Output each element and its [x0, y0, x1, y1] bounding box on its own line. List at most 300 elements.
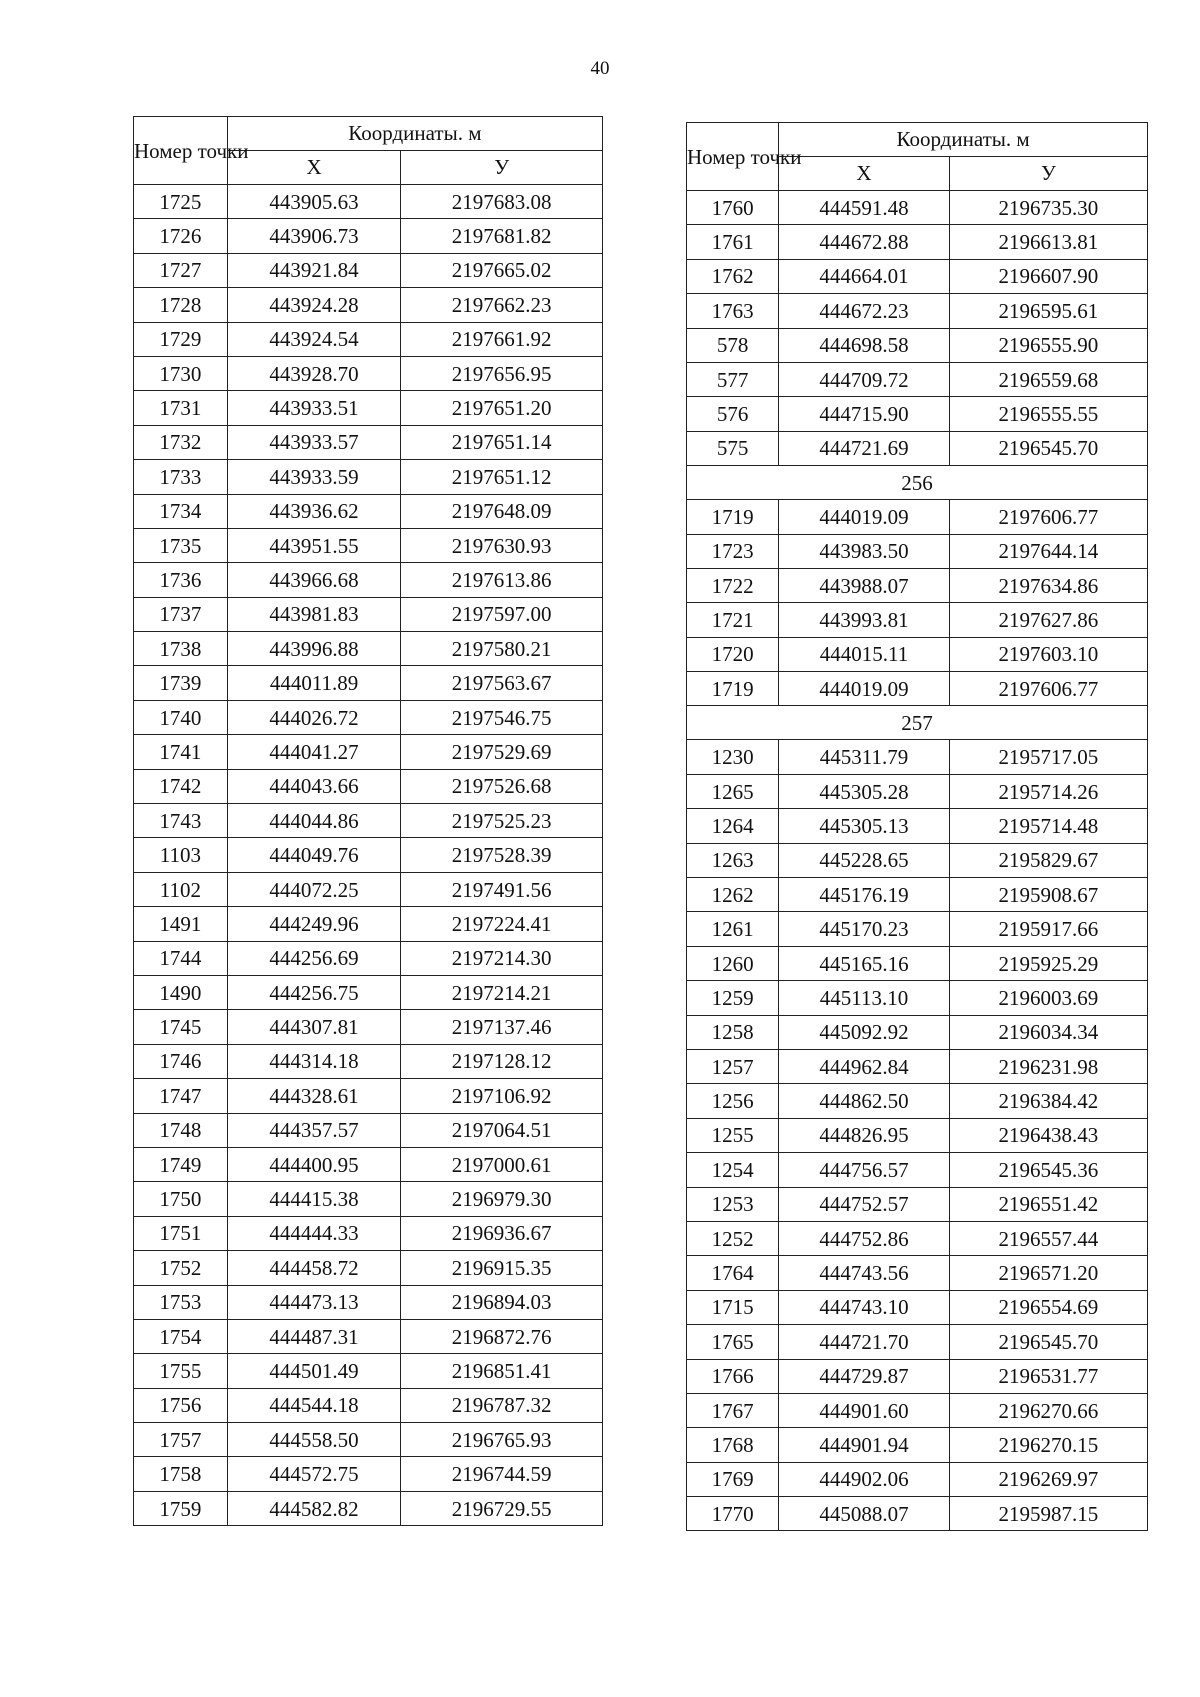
y-coordinate-cell: 2196555.55: [949, 397, 1147, 431]
table-row: [134, 1285, 603, 1319]
point-number-cell: 1767: [687, 1393, 779, 1427]
table-row: [687, 809, 1148, 843]
section-row: [687, 466, 1148, 500]
table-row: [134, 356, 603, 390]
point-number-cell: 1731: [134, 391, 228, 425]
y-coordinate-cell: 2195917.66: [949, 912, 1147, 946]
point-number-cell: 1763: [687, 294, 779, 328]
x-coordinate-cell: 443983.50: [779, 534, 950, 568]
y-coordinate-cell: 2197656.95: [401, 356, 603, 390]
point-number-cell: 1723: [687, 534, 779, 568]
table-row: [134, 1388, 603, 1422]
table-row: [687, 397, 1148, 431]
y-coordinate-cell: 2196979.30: [401, 1182, 603, 1216]
x-coordinate-cell: 444721.69: [779, 431, 950, 465]
point-number-cell: 1719: [687, 500, 779, 534]
table-row: [134, 700, 603, 734]
point-number-cell: 1734: [134, 494, 228, 528]
y-coordinate-cell: 2196557.44: [949, 1221, 1147, 1255]
point-number-cell: 576: [687, 397, 779, 431]
table-row: [687, 981, 1148, 1015]
y-coordinate-cell: 2196595.61: [949, 294, 1147, 328]
y-coordinate-cell: 2196531.77: [949, 1359, 1147, 1393]
x-coordinate-cell: 443921.84: [227, 253, 401, 287]
y-coordinate-cell: 2196571.20: [949, 1256, 1147, 1290]
point-number-cell: 1721: [687, 603, 779, 637]
x-coordinate-cell: 444019.09: [779, 500, 950, 534]
x-coordinate-cell: 443924.28: [227, 288, 401, 322]
table-row: [687, 259, 1148, 293]
table-row: [687, 672, 1148, 706]
y-coordinate-cell: 2195908.67: [949, 878, 1147, 912]
point-number-cell: 1752: [134, 1251, 228, 1285]
x-coordinate-cell: 444901.94: [779, 1428, 950, 1462]
x-coordinate-cell: 445088.07: [779, 1497, 950, 1531]
table-row: [134, 391, 603, 425]
table-row: [687, 1221, 1148, 1255]
point-number-cell: 1257: [687, 1049, 779, 1083]
y-coordinate-cell: 2195717.05: [949, 740, 1147, 774]
point-number-cell: 1745: [134, 1010, 228, 1044]
point-number-cell: 1740: [134, 700, 228, 734]
y-coordinate-cell: 2197525.23: [401, 804, 603, 838]
table-row: [687, 843, 1148, 877]
point-number-cell: 1102: [134, 872, 228, 906]
table-row: [134, 975, 603, 1009]
header-y: У: [401, 151, 603, 185]
table-row: [134, 735, 603, 769]
x-coordinate-cell: 444400.95: [227, 1147, 401, 1181]
point-number-cell: 578: [687, 328, 779, 362]
point-number-cell: 1756: [134, 1388, 228, 1422]
page-number: 40: [590, 58, 610, 79]
x-coordinate-cell: 444444.33: [227, 1216, 401, 1250]
point-number-cell: 1259: [687, 981, 779, 1015]
point-number-cell: 1738: [134, 632, 228, 666]
table-row: [687, 603, 1148, 637]
point-number-cell: 1735: [134, 528, 228, 562]
y-coordinate-cell: 2197128.12: [401, 1044, 603, 1078]
x-coordinate-cell: 444729.87: [779, 1359, 950, 1393]
x-coordinate-cell: 444826.95: [779, 1118, 950, 1152]
point-number-cell: 1760: [687, 191, 779, 225]
y-coordinate-cell: 2197580.21: [401, 632, 603, 666]
point-number-cell: 1765: [687, 1325, 779, 1359]
y-coordinate-cell: 2195714.26: [949, 774, 1147, 808]
point-number-cell: 1727: [134, 253, 228, 287]
table-row: [134, 666, 603, 700]
point-number-cell: 1261: [687, 912, 779, 946]
header-point-number: Номер точки: [687, 123, 779, 191]
header-y: У: [949, 157, 1147, 191]
table-row: [134, 1216, 603, 1250]
point-number-cell: 1726: [134, 219, 228, 253]
y-coordinate-cell: 2197644.14: [949, 534, 1147, 568]
table-row: [134, 1113, 603, 1147]
table-row: [134, 1491, 603, 1525]
x-coordinate-cell: 445305.13: [779, 809, 950, 843]
x-coordinate-cell: 444672.88: [779, 225, 950, 259]
y-coordinate-cell: 2196554.69: [949, 1290, 1147, 1324]
table-row: [687, 1118, 1148, 1152]
x-coordinate-cell: 444256.69: [227, 941, 401, 975]
x-coordinate-cell: 444026.72: [227, 700, 401, 734]
y-coordinate-cell: 2197651.20: [401, 391, 603, 425]
point-number-cell: 1732: [134, 425, 228, 459]
point-number-cell: 1737: [134, 597, 228, 631]
y-coordinate-cell: 2197606.77: [949, 672, 1147, 706]
table-row: [687, 1015, 1148, 1049]
x-coordinate-cell: 445311.79: [779, 740, 950, 774]
x-coordinate-cell: 444019.09: [779, 672, 950, 706]
point-number-cell: 1256: [687, 1084, 779, 1118]
x-coordinate-cell: 444709.72: [779, 362, 950, 396]
x-coordinate-cell: 443928.70: [227, 356, 401, 390]
y-coordinate-cell: 2196034.34: [949, 1015, 1147, 1049]
y-coordinate-cell: 2197613.86: [401, 563, 603, 597]
point-number-cell: 1728: [134, 288, 228, 322]
point-number-cell: 1762: [687, 259, 779, 293]
y-coordinate-cell: 2197137.46: [401, 1010, 603, 1044]
y-coordinate-cell: 2196607.90: [949, 259, 1147, 293]
table-row: [134, 528, 603, 562]
y-coordinate-cell: 2196787.32: [401, 1388, 603, 1422]
x-coordinate-cell: 444487.31: [227, 1319, 401, 1353]
x-coordinate-cell: 444458.72: [227, 1251, 401, 1285]
table-row: [134, 563, 603, 597]
table-row: [134, 941, 603, 975]
y-coordinate-cell: 2197214.30: [401, 941, 603, 975]
table-row: [134, 1147, 603, 1181]
x-coordinate-cell: 445176.19: [779, 878, 950, 912]
point-number-cell: 1715: [687, 1290, 779, 1324]
table-row: [134, 597, 603, 631]
table-row: [687, 1359, 1148, 1393]
y-coordinate-cell: 2197681.82: [401, 219, 603, 253]
y-coordinate-cell: 2197000.61: [401, 1147, 603, 1181]
table-row: [687, 328, 1148, 362]
point-number-cell: 1741: [134, 735, 228, 769]
point-number-cell: 1749: [134, 1147, 228, 1181]
x-coordinate-cell: 445165.16: [779, 946, 950, 980]
point-number-cell: 1754: [134, 1319, 228, 1353]
x-coordinate-cell: 445228.65: [779, 843, 950, 877]
x-coordinate-cell: 444011.89: [227, 666, 401, 700]
x-coordinate-cell: 444591.48: [779, 191, 950, 225]
point-number-cell: 1759: [134, 1491, 228, 1525]
point-number-cell: 1254: [687, 1153, 779, 1187]
table-row: [134, 494, 603, 528]
y-coordinate-cell: 2195925.29: [949, 946, 1147, 980]
table-row: [687, 1153, 1148, 1187]
table-row: [687, 1393, 1148, 1427]
x-coordinate-cell: 444558.50: [227, 1423, 401, 1457]
x-coordinate-cell: 444249.96: [227, 907, 401, 941]
point-number-cell: 577: [687, 362, 779, 396]
x-coordinate-cell: 444307.81: [227, 1010, 401, 1044]
y-coordinate-cell: 2196729.55: [401, 1491, 603, 1525]
table-row: [687, 740, 1148, 774]
x-coordinate-cell: 445113.10: [779, 981, 950, 1015]
table-row: [687, 431, 1148, 465]
table-row: [134, 322, 603, 356]
table-row: [134, 253, 603, 287]
y-coordinate-cell: 2196545.70: [949, 1325, 1147, 1359]
table-row: [134, 219, 603, 253]
table-row: [134, 907, 603, 941]
y-coordinate-cell: 2196231.98: [949, 1049, 1147, 1083]
coordinates-table-left: [133, 116, 603, 1526]
x-coordinate-cell: 443996.88: [227, 632, 401, 666]
x-coordinate-cell: 443988.07: [779, 568, 950, 602]
header-x: X: [779, 157, 950, 191]
point-number-cell: 1770: [687, 1497, 779, 1531]
table-row: [134, 1251, 603, 1285]
point-number-cell: 1255: [687, 1118, 779, 1152]
point-number-cell: 1230: [687, 740, 779, 774]
x-coordinate-cell: 444072.25: [227, 872, 401, 906]
y-coordinate-cell: 2196003.69: [949, 981, 1147, 1015]
table-row: [687, 1256, 1148, 1290]
point-number-cell: 1719: [687, 672, 779, 706]
x-coordinate-cell: 444715.90: [779, 397, 950, 431]
point-number-cell: 1730: [134, 356, 228, 390]
point-number-cell: 1491: [134, 907, 228, 941]
point-number-cell: 1748: [134, 1113, 228, 1147]
point-number-cell: 1720: [687, 637, 779, 671]
y-coordinate-cell: 2197603.10: [949, 637, 1147, 671]
point-number-cell: 1768: [687, 1428, 779, 1462]
y-coordinate-cell: 2196545.36: [949, 1153, 1147, 1187]
point-number-cell: 1742: [134, 769, 228, 803]
y-coordinate-cell: 2195829.67: [949, 843, 1147, 877]
y-coordinate-cell: 2197106.92: [401, 1079, 603, 1113]
x-coordinate-cell: 443924.54: [227, 322, 401, 356]
y-coordinate-cell: 2196765.93: [401, 1423, 603, 1457]
x-coordinate-cell: 444501.49: [227, 1354, 401, 1388]
point-number-cell: 1490: [134, 975, 228, 1009]
y-coordinate-cell: 2197651.14: [401, 425, 603, 459]
table-row: [134, 1457, 603, 1491]
y-coordinate-cell: 2197627.86: [949, 603, 1147, 637]
x-coordinate-cell: 444664.01: [779, 259, 950, 293]
table-row: [134, 1079, 603, 1113]
table-row: [687, 1428, 1148, 1462]
y-coordinate-cell: 2197648.09: [401, 494, 603, 528]
x-coordinate-cell: 444672.23: [779, 294, 950, 328]
point-number-cell: 1739: [134, 666, 228, 700]
table-row: [687, 946, 1148, 980]
y-coordinate-cell: 2196936.67: [401, 1216, 603, 1250]
point-number-cell: 1757: [134, 1423, 228, 1457]
header-x: X: [227, 151, 401, 185]
point-number-cell: 1733: [134, 460, 228, 494]
y-coordinate-cell: 2197563.67: [401, 666, 603, 700]
x-coordinate-cell: 444756.57: [779, 1153, 950, 1187]
table-row: [134, 1319, 603, 1353]
table-row: [687, 1462, 1148, 1496]
point-number-cell: 1722: [687, 568, 779, 602]
table-row: [134, 425, 603, 459]
point-number-cell: 1769: [687, 1462, 779, 1496]
x-coordinate-cell: 445092.92: [779, 1015, 950, 1049]
x-coordinate-cell: 444357.57: [227, 1113, 401, 1147]
table-row: [687, 191, 1148, 225]
y-coordinate-cell: 2196894.03: [401, 1285, 603, 1319]
x-coordinate-cell: 444752.57: [779, 1187, 950, 1221]
y-coordinate-cell: 2197546.75: [401, 700, 603, 734]
table-row: [687, 294, 1148, 328]
y-coordinate-cell: 2197491.56: [401, 872, 603, 906]
table-row: [134, 1423, 603, 1457]
point-number-cell: 1252: [687, 1221, 779, 1255]
point-number-cell: 1265: [687, 774, 779, 808]
table-row: [687, 912, 1148, 946]
table-row: [687, 1290, 1148, 1324]
point-number-cell: 1103: [134, 838, 228, 872]
table-row: [134, 1354, 603, 1388]
y-coordinate-cell: 2197214.21: [401, 975, 603, 1009]
y-coordinate-cell: 2196744.59: [401, 1457, 603, 1491]
point-number-cell: 1753: [134, 1285, 228, 1319]
y-coordinate-cell: 2196270.66: [949, 1393, 1147, 1427]
x-coordinate-cell: 444041.27: [227, 735, 401, 769]
point-number-cell: 1747: [134, 1079, 228, 1113]
y-coordinate-cell: 2197064.51: [401, 1113, 603, 1147]
x-coordinate-cell: 444698.58: [779, 328, 950, 362]
y-coordinate-cell: 2196438.43: [949, 1118, 1147, 1152]
y-coordinate-cell: 2196270.15: [949, 1428, 1147, 1462]
section-label: 257: [687, 706, 1148, 740]
y-coordinate-cell: 2195714.48: [949, 809, 1147, 843]
table-row: [687, 1497, 1148, 1531]
header-point-number: Номер точки: [134, 117, 228, 185]
point-number-cell: 1758: [134, 1457, 228, 1491]
y-coordinate-cell: 2196915.35: [401, 1251, 603, 1285]
header-coordinates: Координаты. м: [779, 123, 1148, 157]
x-coordinate-cell: 443933.51: [227, 391, 401, 425]
point-number-cell: 1750: [134, 1182, 228, 1216]
point-number-cell: 1260: [687, 946, 779, 980]
x-coordinate-cell: 444256.75: [227, 975, 401, 1009]
y-coordinate-cell: 2196545.70: [949, 431, 1147, 465]
y-coordinate-cell: 2197665.02: [401, 253, 603, 287]
y-coordinate-cell: 2196384.42: [949, 1084, 1147, 1118]
y-coordinate-cell: 2196555.90: [949, 328, 1147, 362]
x-coordinate-cell: 443906.73: [227, 219, 401, 253]
y-coordinate-cell: 2197597.00: [401, 597, 603, 631]
table-row: [134, 1044, 603, 1078]
y-coordinate-cell: 2197529.69: [401, 735, 603, 769]
table-row: [687, 568, 1148, 602]
point-number-cell: 1764: [687, 1256, 779, 1290]
point-number-cell: 1264: [687, 809, 779, 843]
y-coordinate-cell: 2197224.41: [401, 907, 603, 941]
header-coordinates: Координаты. м: [227, 117, 602, 151]
table-row: [687, 534, 1148, 568]
y-coordinate-cell: 2197662.23: [401, 288, 603, 322]
table-row: [687, 1325, 1148, 1359]
table-row: [687, 362, 1148, 396]
x-coordinate-cell: 444582.82: [227, 1491, 401, 1525]
table-row: [687, 500, 1148, 534]
y-coordinate-cell: 2196613.81: [949, 225, 1147, 259]
point-number-cell: 1761: [687, 225, 779, 259]
y-coordinate-cell: 2197634.86: [949, 568, 1147, 602]
table-row: [687, 637, 1148, 671]
x-coordinate-cell: 443933.59: [227, 460, 401, 494]
y-coordinate-cell: 2197651.12: [401, 460, 603, 494]
point-number-cell: 1258: [687, 1015, 779, 1049]
x-coordinate-cell: 444328.61: [227, 1079, 401, 1113]
point-number-cell: 1253: [687, 1187, 779, 1221]
table-row: [134, 872, 603, 906]
y-coordinate-cell: 2197526.68: [401, 769, 603, 803]
table-row: [134, 804, 603, 838]
x-coordinate-cell: 443951.55: [227, 528, 401, 562]
y-coordinate-cell: 2197683.08: [401, 185, 603, 219]
x-coordinate-cell: 444752.86: [779, 1221, 950, 1255]
point-number-cell: 1751: [134, 1216, 228, 1250]
table-row: [687, 878, 1148, 912]
table-row: [687, 1084, 1148, 1118]
y-coordinate-cell: 2196269.97: [949, 1462, 1147, 1496]
table-row: [134, 632, 603, 666]
x-coordinate-cell: 444015.11: [779, 637, 950, 671]
point-number-cell: 1755: [134, 1354, 228, 1388]
section-label: 256: [687, 466, 1148, 500]
x-coordinate-cell: 443966.68: [227, 563, 401, 597]
point-number-cell: 1766: [687, 1359, 779, 1393]
y-coordinate-cell: 2197661.92: [401, 322, 603, 356]
x-coordinate-cell: 444721.70: [779, 1325, 950, 1359]
table-row: [134, 1010, 603, 1044]
x-coordinate-cell: 444901.60: [779, 1393, 950, 1427]
x-coordinate-cell: 443936.62: [227, 494, 401, 528]
y-coordinate-cell: 2196735.30: [949, 191, 1147, 225]
section-row: [687, 706, 1148, 740]
x-coordinate-cell: 445305.28: [779, 774, 950, 808]
x-coordinate-cell: 444314.18: [227, 1044, 401, 1078]
x-coordinate-cell: 443905.63: [227, 185, 401, 219]
x-coordinate-cell: 444044.86: [227, 804, 401, 838]
table-row: [134, 1182, 603, 1216]
table-row: [134, 769, 603, 803]
x-coordinate-cell: 444415.38: [227, 1182, 401, 1216]
y-coordinate-cell: 2195987.15: [949, 1497, 1147, 1531]
point-number-cell: 1746: [134, 1044, 228, 1078]
y-coordinate-cell: 2197606.77: [949, 500, 1147, 534]
x-coordinate-cell: 445170.23: [779, 912, 950, 946]
table-row: [134, 288, 603, 322]
table-row: [687, 1187, 1148, 1221]
x-coordinate-cell: 444862.50: [779, 1084, 950, 1118]
point-number-cell: 1729: [134, 322, 228, 356]
y-coordinate-cell: 2196551.42: [949, 1187, 1147, 1221]
y-coordinate-cell: 2197528.39: [401, 838, 603, 872]
x-coordinate-cell: 443933.57: [227, 425, 401, 459]
x-coordinate-cell: 444743.10: [779, 1290, 950, 1324]
point-number-cell: 1262: [687, 878, 779, 912]
table-row: [134, 185, 603, 219]
x-coordinate-cell: 444544.18: [227, 1388, 401, 1422]
point-number-cell: 1263: [687, 843, 779, 877]
x-coordinate-cell: 443981.83: [227, 597, 401, 631]
y-coordinate-cell: 2196851.41: [401, 1354, 603, 1388]
table-row: [134, 838, 603, 872]
point-number-cell: 1725: [134, 185, 228, 219]
y-coordinate-cell: 2196872.76: [401, 1319, 603, 1353]
